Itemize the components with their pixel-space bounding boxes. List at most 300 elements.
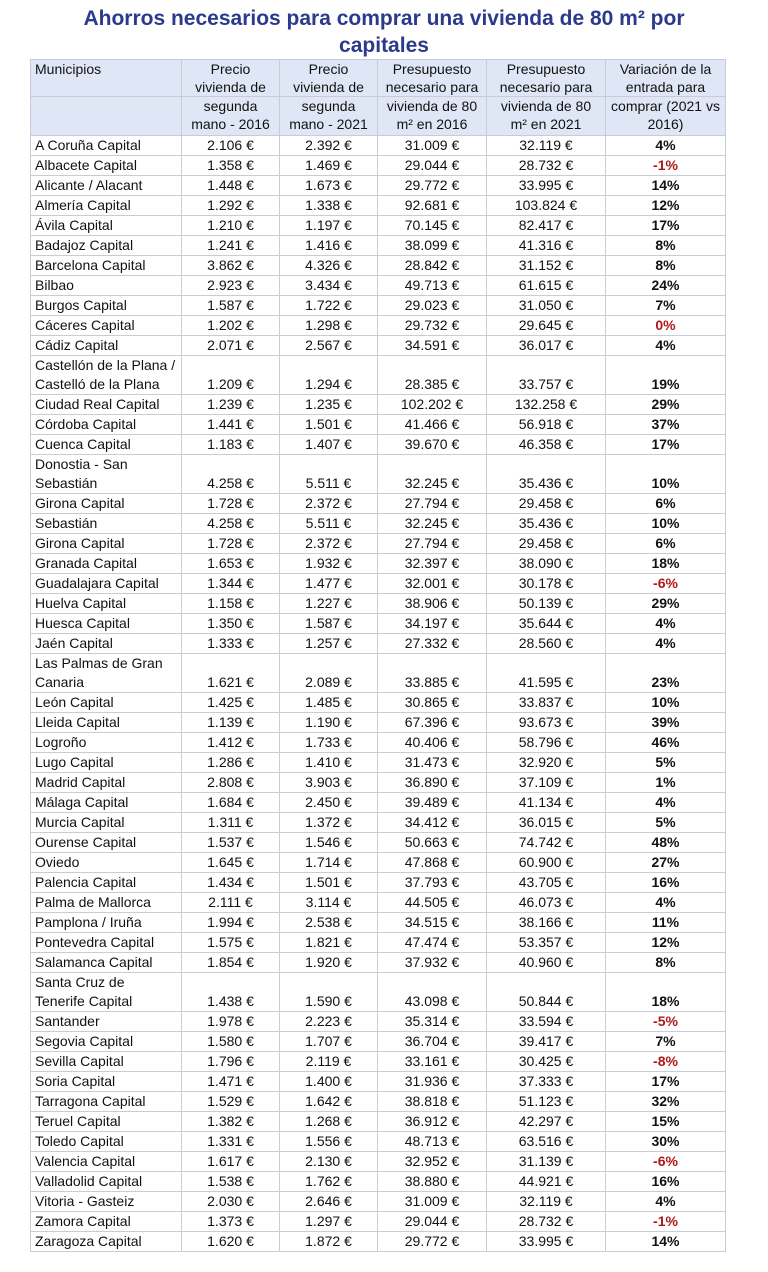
precio-2021-cell: 1.407 € xyxy=(280,435,378,455)
presupuesto-2016-cell: 33.885 € xyxy=(378,654,487,693)
table-row xyxy=(31,753,726,773)
presupuesto-2016-cell: 29.044 € xyxy=(378,156,487,176)
presupuesto-2021-cell: 38.166 € xyxy=(487,913,606,933)
presupuesto-2016-cell: 27.332 € xyxy=(378,634,487,654)
precio-2021-cell: 3.434 € xyxy=(280,276,378,296)
precio-2016-cell: 1.183 € xyxy=(182,435,280,455)
variacion-cell: 4% xyxy=(606,136,726,156)
presupuesto-2021-cell: 132.258 € xyxy=(487,395,606,415)
presupuesto-2016-cell: 102.202 € xyxy=(378,395,487,415)
variacion-cell: 46% xyxy=(606,733,726,753)
precio-2021-cell: 1.410 € xyxy=(280,753,378,773)
precio-2021-cell: 1.501 € xyxy=(280,873,378,893)
presupuesto-2021-cell: 43.705 € xyxy=(487,873,606,893)
table-row xyxy=(31,953,726,973)
presupuesto-2016-cell: 31.009 € xyxy=(378,136,487,156)
table-row xyxy=(31,693,726,713)
municipio-cell: Vitoria - Gasteiz xyxy=(31,1192,182,1212)
municipio-cell: Almería Capital xyxy=(31,196,182,216)
variacion-cell: 24% xyxy=(606,276,726,296)
variacion-cell: 37% xyxy=(606,415,726,435)
municipio-cell: Cáceres Capital xyxy=(31,316,182,336)
table-row xyxy=(31,614,726,634)
table-row xyxy=(31,793,726,813)
variacion-cell: -1% xyxy=(606,156,726,176)
precio-2016-cell: 1.620 € xyxy=(182,1232,280,1252)
variacion-cell: -6% xyxy=(606,574,726,594)
presupuesto-2016-cell: 48.713 € xyxy=(378,1132,487,1152)
precio-2021-cell: 1.587 € xyxy=(280,614,378,634)
presupuesto-2021-cell: 33.757 € xyxy=(487,356,606,395)
presupuesto-2021-cell: 37.333 € xyxy=(487,1072,606,1092)
presupuesto-2021-cell: 38.090 € xyxy=(487,554,606,574)
presupuesto-2016-cell: 27.794 € xyxy=(378,494,487,514)
municipio-cell: Málaga Capital xyxy=(31,793,182,813)
precio-2016-cell: 1.241 € xyxy=(182,236,280,256)
savings-table xyxy=(30,59,726,1252)
variacion-cell: 29% xyxy=(606,594,726,614)
precio-2016-cell: 1.728 € xyxy=(182,494,280,514)
variacion-cell: 17% xyxy=(606,216,726,236)
precio-2021-cell: 2.567 € xyxy=(280,336,378,356)
presupuesto-2016-cell: 34.197 € xyxy=(378,614,487,634)
variacion-cell: 4% xyxy=(606,1192,726,1212)
precio-2016-cell: 1.210 € xyxy=(182,216,280,236)
table-row xyxy=(31,733,726,753)
presupuesto-2021-cell: 44.921 € xyxy=(487,1172,606,1192)
header-presupuesto-2016-top: Presupuesto necesario para xyxy=(378,60,487,97)
precio-2021-cell: 1.338 € xyxy=(280,196,378,216)
municipio-cell: Tarragona Capital xyxy=(31,1092,182,1112)
precio-2016-cell: 4.258 € xyxy=(182,455,280,494)
table-row xyxy=(31,196,726,216)
table-row xyxy=(31,1192,726,1212)
precio-2016-cell: 1.311 € xyxy=(182,813,280,833)
precio-2021-cell: 1.294 € xyxy=(280,356,378,395)
presupuesto-2016-cell: 34.515 € xyxy=(378,913,487,933)
precio-2016-cell: 1.538 € xyxy=(182,1172,280,1192)
table-row xyxy=(31,1072,726,1092)
municipio-cell: Madrid Capital xyxy=(31,773,182,793)
precio-2021-cell: 1.227 € xyxy=(280,594,378,614)
precio-2021-cell: 1.477 € xyxy=(280,574,378,594)
table-row xyxy=(31,973,726,1012)
variacion-cell: 10% xyxy=(606,514,726,534)
municipio-cell: Alicante / Alacant xyxy=(31,176,182,196)
table-row xyxy=(31,1032,726,1052)
precio-2016-cell: 1.796 € xyxy=(182,1052,280,1072)
precio-2021-cell: 1.821 € xyxy=(280,933,378,953)
presupuesto-2016-cell: 37.793 € xyxy=(378,873,487,893)
precio-2016-cell: 1.139 € xyxy=(182,713,280,733)
precio-2021-cell: 2.130 € xyxy=(280,1152,378,1172)
precio-2021-cell: 1.762 € xyxy=(280,1172,378,1192)
presupuesto-2016-cell: 34.591 € xyxy=(378,336,487,356)
precio-2016-cell: 1.434 € xyxy=(182,873,280,893)
precio-2016-cell: 1.209 € xyxy=(182,356,280,395)
municipio-cell: Logroño xyxy=(31,733,182,753)
presupuesto-2021-cell: 28.732 € xyxy=(487,1212,606,1232)
variacion-cell: 10% xyxy=(606,693,726,713)
precio-2021-cell: 1.642 € xyxy=(280,1092,378,1112)
presupuesto-2016-cell: 34.412 € xyxy=(378,813,487,833)
header-presupuesto-2016-bottom: vivienda de 80 m² en 2016 xyxy=(378,97,487,136)
variacion-cell: 5% xyxy=(606,813,726,833)
table-row xyxy=(31,395,726,415)
table-row xyxy=(31,1012,726,1032)
variacion-cell: 17% xyxy=(606,435,726,455)
precio-2016-cell: 1.978 € xyxy=(182,1012,280,1032)
precio-2021-cell: 1.556 € xyxy=(280,1132,378,1152)
variacion-cell: -5% xyxy=(606,1012,726,1032)
presupuesto-2021-cell: 31.152 € xyxy=(487,256,606,276)
presupuesto-2016-cell: 38.880 € xyxy=(378,1172,487,1192)
presupuesto-2016-cell: 37.932 € xyxy=(378,953,487,973)
variacion-cell: 8% xyxy=(606,256,726,276)
municipio-cell: Donostia - San Sebastián xyxy=(31,455,182,494)
municipio-cell: Jaén Capital xyxy=(31,634,182,654)
variacion-cell: 12% xyxy=(606,933,726,953)
variacion-cell: 7% xyxy=(606,1032,726,1052)
presupuesto-2016-cell: 31.473 € xyxy=(378,753,487,773)
precio-2016-cell: 2.106 € xyxy=(182,136,280,156)
header-precio-2021-bottom: segunda mano - 2021 xyxy=(280,97,378,136)
variacion-cell: 7% xyxy=(606,296,726,316)
table-row xyxy=(31,136,726,156)
variacion-cell: 6% xyxy=(606,494,726,514)
presupuesto-2021-cell: 61.615 € xyxy=(487,276,606,296)
municipio-cell: Santa Cruz de Tenerife Capital xyxy=(31,973,182,1012)
precio-2021-cell: 5.511 € xyxy=(280,455,378,494)
presupuesto-2016-cell: 70.145 € xyxy=(378,216,487,236)
table-row xyxy=(31,634,726,654)
table-row xyxy=(31,933,726,953)
presupuesto-2021-cell: 93.673 € xyxy=(487,713,606,733)
table-row xyxy=(31,873,726,893)
presupuesto-2021-cell: 50.844 € xyxy=(487,973,606,1012)
header-municipios-sub xyxy=(31,97,182,136)
precio-2016-cell: 1.344 € xyxy=(182,574,280,594)
table-row xyxy=(31,853,726,873)
presupuesto-2016-cell: 32.245 € xyxy=(378,455,487,494)
precio-2016-cell: 1.448 € xyxy=(182,176,280,196)
presupuesto-2021-cell: 29.645 € xyxy=(487,316,606,336)
municipio-cell: Girona Capital xyxy=(31,534,182,554)
precio-2021-cell: 1.872 € xyxy=(280,1232,378,1252)
precio-2016-cell: 1.529 € xyxy=(182,1092,280,1112)
presupuesto-2016-cell: 29.732 € xyxy=(378,316,487,336)
presupuesto-2016-cell: 92.681 € xyxy=(378,196,487,216)
precio-2016-cell: 4.258 € xyxy=(182,514,280,534)
precio-2016-cell: 1.292 € xyxy=(182,196,280,216)
precio-2016-cell: 2.071 € xyxy=(182,336,280,356)
variacion-cell: 29% xyxy=(606,395,726,415)
presupuesto-2021-cell: 32.119 € xyxy=(487,1192,606,1212)
presupuesto-2016-cell: 50.663 € xyxy=(378,833,487,853)
municipio-cell: Huesca Capital xyxy=(31,614,182,634)
municipio-cell: Toledo Capital xyxy=(31,1132,182,1152)
presupuesto-2021-cell: 82.417 € xyxy=(487,216,606,236)
municipio-cell: Badajoz Capital xyxy=(31,236,182,256)
precio-2016-cell: 1.158 € xyxy=(182,594,280,614)
table-row xyxy=(31,893,726,913)
precio-2016-cell: 1.373 € xyxy=(182,1212,280,1232)
presupuesto-2021-cell: 50.139 € xyxy=(487,594,606,614)
municipio-cell: Albacete Capital xyxy=(31,156,182,176)
table-row xyxy=(31,435,726,455)
variacion-cell: 14% xyxy=(606,176,726,196)
presupuesto-2016-cell: 31.009 € xyxy=(378,1192,487,1212)
presupuesto-2016-cell: 44.505 € xyxy=(378,893,487,913)
precio-2016-cell: 1.331 € xyxy=(182,1132,280,1152)
variacion-cell: 23% xyxy=(606,654,726,693)
presupuesto-2021-cell: 35.644 € xyxy=(487,614,606,634)
presupuesto-2016-cell: 27.794 € xyxy=(378,534,487,554)
presupuesto-2021-cell: 33.594 € xyxy=(487,1012,606,1032)
variacion-cell: 0% xyxy=(606,316,726,336)
variacion-cell: -8% xyxy=(606,1052,726,1072)
presupuesto-2016-cell: 49.713 € xyxy=(378,276,487,296)
presupuesto-2021-cell: 40.960 € xyxy=(487,953,606,973)
table-row xyxy=(31,773,726,793)
presupuesto-2021-cell: 29.458 € xyxy=(487,494,606,514)
municipio-cell: Murcia Capital xyxy=(31,813,182,833)
precio-2016-cell: 2.111 € xyxy=(182,893,280,913)
municipio-cell: Bilbao xyxy=(31,276,182,296)
table-row xyxy=(31,256,726,276)
presupuesto-2016-cell: 29.044 € xyxy=(378,1212,487,1232)
precio-2016-cell: 1.202 € xyxy=(182,316,280,336)
precio-2016-cell: 1.580 € xyxy=(182,1032,280,1052)
variacion-cell: 32% xyxy=(606,1092,726,1112)
presupuesto-2021-cell: 30.425 € xyxy=(487,1052,606,1072)
precio-2016-cell: 1.286 € xyxy=(182,753,280,773)
presupuesto-2016-cell: 29.023 € xyxy=(378,296,487,316)
precio-2021-cell: 1.400 € xyxy=(280,1072,378,1092)
presupuesto-2016-cell: 38.099 € xyxy=(378,236,487,256)
presupuesto-2021-cell: 42.297 € xyxy=(487,1112,606,1132)
precio-2021-cell: 1.932 € xyxy=(280,554,378,574)
precio-2021-cell: 1.590 € xyxy=(280,973,378,1012)
precio-2016-cell: 1.587 € xyxy=(182,296,280,316)
presupuesto-2016-cell: 29.772 € xyxy=(378,1232,487,1252)
presupuesto-2016-cell: 38.818 € xyxy=(378,1092,487,1112)
precio-2016-cell: 1.239 € xyxy=(182,395,280,415)
presupuesto-2021-cell: 31.139 € xyxy=(487,1152,606,1172)
precio-2016-cell: 1.575 € xyxy=(182,933,280,953)
presupuesto-2016-cell: 36.704 € xyxy=(378,1032,487,1052)
header-variacion-top: Variación de la entrada para xyxy=(606,60,726,97)
header-variacion-bottom: comprar (2021 vs 2016) xyxy=(606,97,726,136)
precio-2021-cell: 1.298 € xyxy=(280,316,378,336)
precio-2016-cell: 1.438 € xyxy=(182,973,280,1012)
presupuesto-2021-cell: 30.178 € xyxy=(487,574,606,594)
presupuesto-2016-cell: 40.406 € xyxy=(378,733,487,753)
presupuesto-2021-cell: 35.436 € xyxy=(487,455,606,494)
table-row xyxy=(31,336,726,356)
presupuesto-2021-cell: 37.109 € xyxy=(487,773,606,793)
precio-2021-cell: 2.450 € xyxy=(280,793,378,813)
presupuesto-2016-cell: 36.912 € xyxy=(378,1112,487,1132)
variacion-cell: 1% xyxy=(606,773,726,793)
variacion-cell: 5% xyxy=(606,753,726,773)
table-row xyxy=(31,455,726,494)
table-row xyxy=(31,514,726,534)
precio-2021-cell: 1.372 € xyxy=(280,813,378,833)
municipio-cell: Valladolid Capital xyxy=(31,1172,182,1192)
presupuesto-2021-cell: 56.918 € xyxy=(487,415,606,435)
variacion-cell: 14% xyxy=(606,1232,726,1252)
presupuesto-2016-cell: 32.952 € xyxy=(378,1152,487,1172)
precio-2016-cell: 1.350 € xyxy=(182,614,280,634)
precio-2016-cell: 1.333 € xyxy=(182,634,280,654)
table-row xyxy=(31,1212,726,1232)
presupuesto-2021-cell: 39.417 € xyxy=(487,1032,606,1052)
variacion-cell: 4% xyxy=(606,793,726,813)
precio-2021-cell: 2.646 € xyxy=(280,1192,378,1212)
presupuesto-2016-cell: 32.001 € xyxy=(378,574,487,594)
municipio-cell: Soria Capital xyxy=(31,1072,182,1092)
variacion-cell: 27% xyxy=(606,853,726,873)
presupuesto-2021-cell: 103.824 € xyxy=(487,196,606,216)
precio-2016-cell: 1.854 € xyxy=(182,953,280,973)
table-row xyxy=(31,1052,726,1072)
municipio-cell: Córdoba Capital xyxy=(31,415,182,435)
municipio-cell: Huelva Capital xyxy=(31,594,182,614)
precio-2021-cell: 1.733 € xyxy=(280,733,378,753)
table-row xyxy=(31,574,726,594)
presupuesto-2021-cell: 46.073 € xyxy=(487,893,606,913)
municipio-cell: Ourense Capital xyxy=(31,833,182,853)
variacion-cell: 12% xyxy=(606,196,726,216)
precio-2021-cell: 1.469 € xyxy=(280,156,378,176)
precio-2021-cell: 1.714 € xyxy=(280,853,378,873)
presupuesto-2021-cell: 31.050 € xyxy=(487,296,606,316)
municipio-cell: Pamplona / Iruña xyxy=(31,913,182,933)
precio-2021-cell: 1.268 € xyxy=(280,1112,378,1132)
presupuesto-2021-cell: 36.015 € xyxy=(487,813,606,833)
precio-2021-cell: 1.416 € xyxy=(280,236,378,256)
variacion-cell: 6% xyxy=(606,534,726,554)
table-row xyxy=(31,156,726,176)
table-row xyxy=(31,1112,726,1132)
table-row xyxy=(31,1232,726,1252)
presupuesto-2016-cell: 32.397 € xyxy=(378,554,487,574)
precio-2021-cell: 1.257 € xyxy=(280,634,378,654)
header-row-bottom xyxy=(31,97,726,136)
municipio-cell: Ciudad Real Capital xyxy=(31,395,182,415)
precio-2016-cell: 1.441 € xyxy=(182,415,280,435)
municipio-cell: Palma de Mallorca xyxy=(31,893,182,913)
municipio-cell: Salamanca Capital xyxy=(31,953,182,973)
precio-2021-cell: 2.372 € xyxy=(280,534,378,554)
precio-2016-cell: 1.684 € xyxy=(182,793,280,813)
variacion-cell: 30% xyxy=(606,1132,726,1152)
precio-2016-cell: 1.471 € xyxy=(182,1072,280,1092)
table-row xyxy=(31,554,726,574)
variacion-cell: 16% xyxy=(606,873,726,893)
variacion-cell: 4% xyxy=(606,336,726,356)
table-row xyxy=(31,176,726,196)
header-presupuesto-2021-top: Presupuesto necesario para xyxy=(487,60,606,97)
variacion-cell: 18% xyxy=(606,554,726,574)
precio-2016-cell: 2.808 € xyxy=(182,773,280,793)
header-precio-2016-bottom: segunda mano - 2016 xyxy=(182,97,280,136)
presupuesto-2021-cell: 28.560 € xyxy=(487,634,606,654)
municipio-cell: Lleida Capital xyxy=(31,713,182,733)
precio-2021-cell: 1.707 € xyxy=(280,1032,378,1052)
presupuesto-2021-cell: 63.516 € xyxy=(487,1132,606,1152)
presupuesto-2021-cell: 74.742 € xyxy=(487,833,606,853)
municipio-cell: Valencia Capital xyxy=(31,1152,182,1172)
municipio-cell: Zamora Capital xyxy=(31,1212,182,1232)
precio-2021-cell: 3.114 € xyxy=(280,893,378,913)
precio-2021-cell: 1.673 € xyxy=(280,176,378,196)
presupuesto-2021-cell: 53.357 € xyxy=(487,933,606,953)
precio-2016-cell: 1.537 € xyxy=(182,833,280,853)
variacion-cell: -6% xyxy=(606,1152,726,1172)
header-precio-2016-top: Precio vivienda de xyxy=(182,60,280,97)
precio-2016-cell: 1.617 € xyxy=(182,1152,280,1172)
municipio-cell: Oviedo xyxy=(31,853,182,873)
precio-2021-cell: 1.501 € xyxy=(280,415,378,435)
precio-2016-cell: 1.382 € xyxy=(182,1112,280,1132)
presupuesto-2016-cell: 28.842 € xyxy=(378,256,487,276)
presupuesto-2021-cell: 33.995 € xyxy=(487,176,606,196)
header-precio-2021-top: Precio vivienda de xyxy=(280,60,378,97)
variacion-cell: 39% xyxy=(606,713,726,733)
precio-2016-cell: 1.621 € xyxy=(182,654,280,693)
presupuesto-2021-cell: 32.119 € xyxy=(487,136,606,156)
municipio-cell: Ávila Capital xyxy=(31,216,182,236)
municipio-cell: Lugo Capital xyxy=(31,753,182,773)
municipio-cell: Pontevedra Capital xyxy=(31,933,182,953)
municipio-cell: Sevilla Capital xyxy=(31,1052,182,1072)
table-row xyxy=(31,236,726,256)
header-municipios: Municipios xyxy=(31,60,182,97)
variacion-cell: 11% xyxy=(606,913,726,933)
page-title: Ahorros necesarios para comprar una vivienda de 80 m² por capitales xyxy=(83,7,685,57)
precio-2021-cell: 1.190 € xyxy=(280,713,378,733)
table-row xyxy=(31,1172,726,1192)
presupuesto-2021-cell: 58.796 € xyxy=(487,733,606,753)
variacion-cell: 16% xyxy=(606,1172,726,1192)
presupuesto-2016-cell: 39.489 € xyxy=(378,793,487,813)
variacion-cell: 17% xyxy=(606,1072,726,1092)
precio-2021-cell: 1.485 € xyxy=(280,693,378,713)
precio-2016-cell: 2.923 € xyxy=(182,276,280,296)
municipio-cell: Zaragoza Capital xyxy=(31,1232,182,1252)
presupuesto-2021-cell: 28.732 € xyxy=(487,156,606,176)
table-row xyxy=(31,534,726,554)
presupuesto-2016-cell: 30.865 € xyxy=(378,693,487,713)
precio-2016-cell: 3.862 € xyxy=(182,256,280,276)
presupuesto-2021-cell: 51.123 € xyxy=(487,1092,606,1112)
precio-2021-cell: 2.089 € xyxy=(280,654,378,693)
presupuesto-2021-cell: 41.316 € xyxy=(487,236,606,256)
municipio-cell: Sebastián xyxy=(31,514,182,534)
table-row xyxy=(31,913,726,933)
table-row xyxy=(31,296,726,316)
presupuesto-2016-cell: 67.396 € xyxy=(378,713,487,733)
municipio-cell: Girona Capital xyxy=(31,494,182,514)
presupuesto-2016-cell: 35.314 € xyxy=(378,1012,487,1032)
precio-2021-cell: 1.197 € xyxy=(280,216,378,236)
presupuesto-2016-cell: 31.936 € xyxy=(378,1072,487,1092)
variacion-cell: 8% xyxy=(606,236,726,256)
variacion-cell: 4% xyxy=(606,893,726,913)
precio-2016-cell: 1.728 € xyxy=(182,534,280,554)
